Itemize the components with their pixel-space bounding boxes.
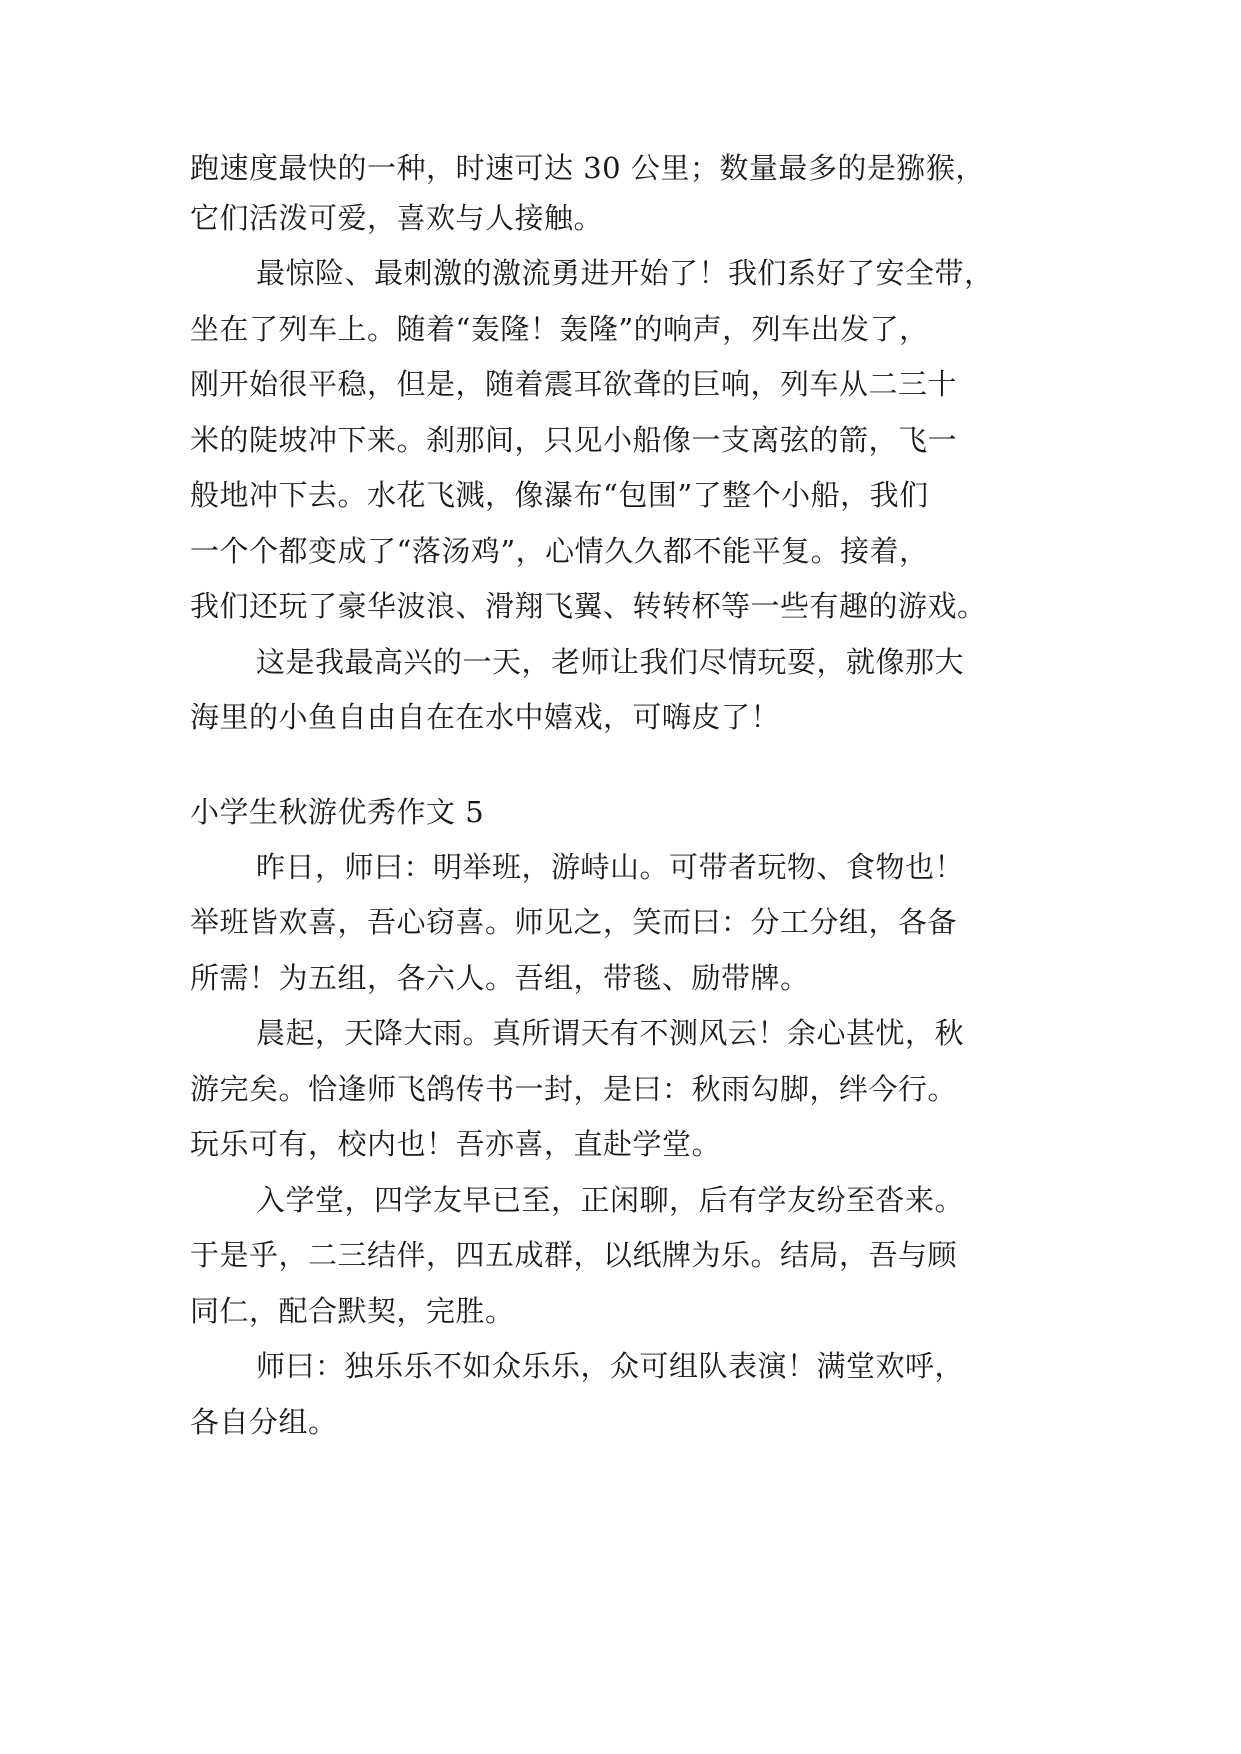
text-line: 它们活泼可爱，喜欢与人接触。 bbox=[190, 201, 604, 235]
text-line: 海里的小鱼自由自在在水中嬉戏，可嗨皮了！ bbox=[190, 700, 781, 734]
section-heading: 小学生秋游优秀作文 5 bbox=[190, 795, 485, 829]
paragraph-first-line: 这是我最高兴的一天，老师让我们尽情玩耍，就像那大 bbox=[256, 645, 965, 679]
text-line: 坐在了列车上。随着“轰隆！轰隆”的响声，列车出发了， bbox=[190, 312, 929, 346]
text-line: 于是乎，二三结伴，四五成群，以纸牌为乐。结局，吾与顾 bbox=[190, 1238, 958, 1272]
paragraph-first-line: 师曰：独乐乐不如众乐乐，众可组队表演！满堂欢呼， bbox=[256, 1349, 965, 1383]
paragraph-first-line: 晨起，天降大雨。真所谓天有不测风云！余心甚忧，秋 bbox=[256, 1016, 965, 1050]
text-line: 举班皆欢喜，吾心窃喜。师见之，笑而曰：分工分组，各备 bbox=[190, 905, 958, 939]
paragraph-first-line: 入学堂，四学友早已至，正闲聊，后有学友纷至沓来。 bbox=[256, 1183, 965, 1217]
text-line: 一个个都变成了“落汤鸡”，心情久久都不能平复。接着， bbox=[190, 534, 929, 568]
text-line: 我们还玩了豪华波浪、滑翔飞翼、转转杯等一些有趣的游戏。 bbox=[190, 589, 987, 623]
text-line: 各自分组。 bbox=[190, 1405, 338, 1439]
text-line: 同仁，配合默契，完胜。 bbox=[190, 1294, 515, 1328]
text-line: 刚开始很平稳，但是，随着震耳欲聋的巨响，列车从二三十 bbox=[190, 367, 958, 401]
text-line: 跑速度最快的一种，时速可达 30 公里；数量最多的是猕猴， bbox=[190, 151, 985, 185]
text-line: 米的陡坡冲下来。刹那间，只见小船像一支离弦的箭，飞一 bbox=[190, 423, 958, 457]
text-line: 玩乐可有，校内也！吾亦喜，直赴学堂。 bbox=[190, 1127, 722, 1161]
text-line: 所需！为五组，各六人。吾组，带毯、励带牌。 bbox=[190, 961, 810, 995]
text-line: 游完矣。恰逢师飞鸽传书一封，是曰：秋雨勾脚，绊今行。 bbox=[190, 1072, 958, 1106]
paragraph-first-line: 最惊险、最刺激的激流勇进开始了！我们系好了安全带， bbox=[256, 256, 994, 290]
text-line: 般地冲下去。水花飞溅，像瀑布“包围”了整个小船，我们 bbox=[190, 478, 929, 512]
paragraph-first-line: 昨日，师曰：明举班，游峙山。可带者玩物、食物也！ bbox=[256, 850, 965, 884]
